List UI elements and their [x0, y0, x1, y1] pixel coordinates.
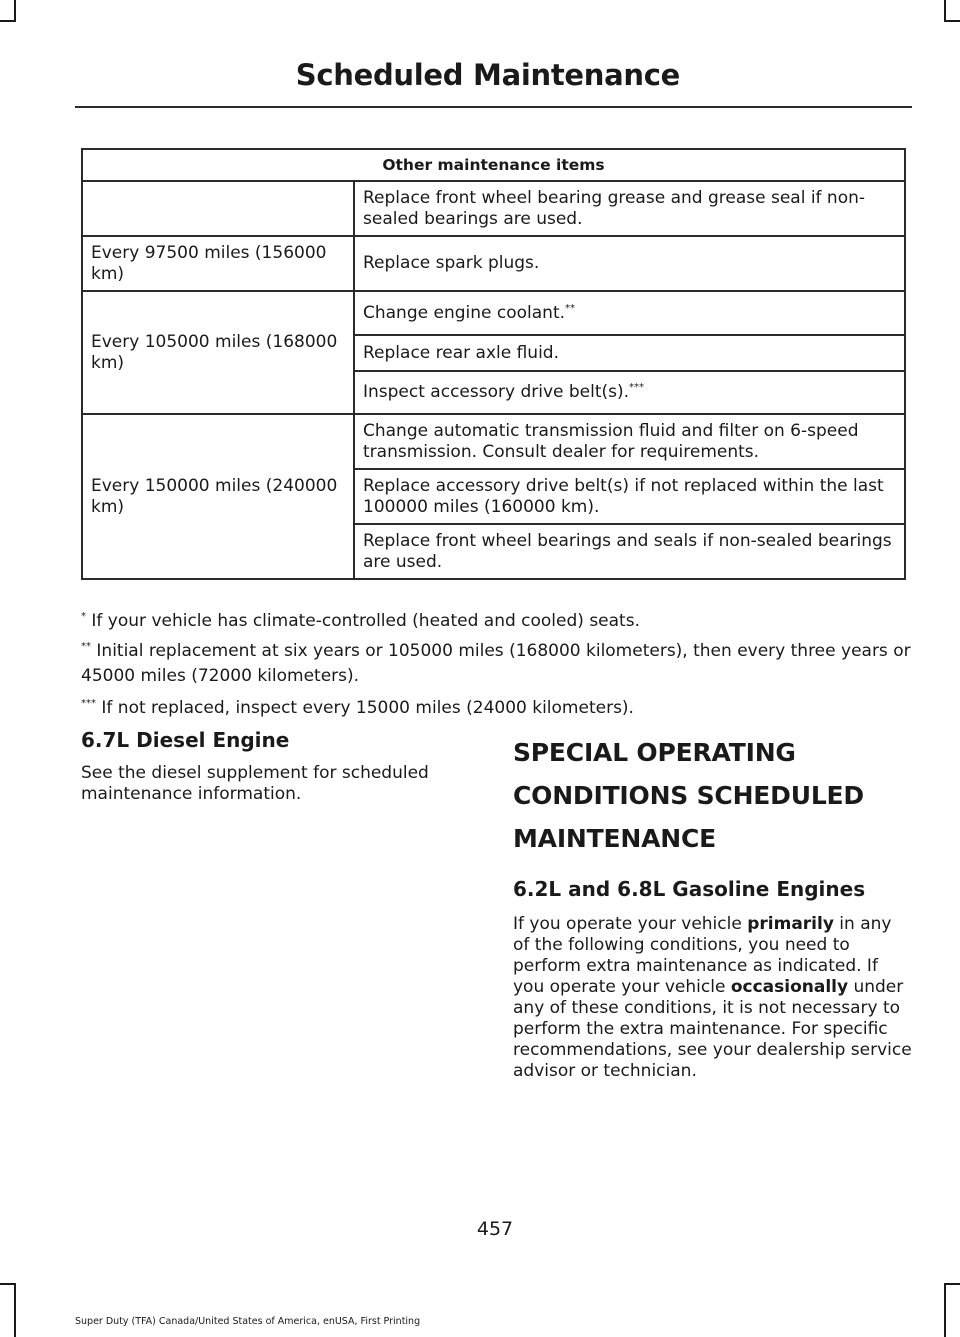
footnote-marker: ** [565, 302, 576, 314]
footnote-marker: * [81, 611, 86, 622]
table-row [82, 291, 905, 335]
special-text [513, 914, 913, 1082]
task-cell [354, 371, 905, 414]
footnote-text: If not replaced, inspect every 15000 miles (24000 kilometers). [101, 698, 634, 718]
header-divider [75, 106, 912, 108]
page-number: 457 [476, 1218, 514, 1240]
task-cell: Replace rear axle fluid. [354, 335, 905, 371]
maintenance-table [81, 148, 906, 580]
crop-mark [944, 20, 960, 22]
task-cell: Change automatic transmission fluid and filter on 6-speed transmission. Consult dealer for requirements. [354, 414, 905, 469]
crop-mark [0, 1283, 16, 1285]
table-row [82, 414, 905, 469]
page-title: Scheduled Maintenance [295, 58, 680, 92]
table-row [82, 181, 905, 236]
text-run: If you operate your vehicle [513, 914, 748, 934]
crop-mark [944, 0, 946, 20]
crop-mark [14, 0, 16, 20]
footnote [81, 639, 911, 689]
interval-cell: Every 150000 miles (240000 km) [82, 414, 354, 579]
footnote-marker: *** [81, 698, 96, 709]
diesel-section [81, 727, 481, 805]
footnote [81, 609, 911, 634]
gasoline-subheading: 6.2L and 6.8L Gasoline Engines [513, 877, 866, 901]
footer-text: Super Duty (TFA) Canada/United States of America, enUSA, First Printing [75, 1316, 421, 1327]
task-cell: Replace front wheel bearings and seals if non-sealed bearings are used. [354, 524, 905, 579]
task-cell: Replace spark plugs. [354, 236, 905, 291]
footnote-marker: *** [629, 382, 645, 393]
crop-mark [944, 1283, 946, 1337]
special-heading: SPECIAL OPERATING CONDITIONS SCHEDULED MAINTENANCE [513, 738, 864, 853]
crop-mark [944, 1283, 960, 1285]
task-cell [354, 291, 905, 335]
emphasis-primarily: primarily [747, 914, 834, 934]
interval-cell: Every 105000 miles (168000 km) [82, 291, 354, 414]
task-text: Inspect accessory drive belt(s). [363, 382, 630, 402]
crop-mark [0, 20, 16, 22]
footnotes [81, 609, 911, 728]
diesel-heading: 6.7L Diesel Engine [81, 728, 290, 752]
text-run: in any of the following conditions, you need to perform extra maintenance as indicated. If you operate your vehicle [513, 914, 892, 997]
interval-cell [82, 181, 354, 236]
task-text: Change engine coolant. [363, 302, 566, 323]
task-cell: Replace front wheel bearing grease and grease seal if non-sealed bearings are used. [354, 181, 905, 236]
diesel-text: See the diesel supplement for scheduled maintenance information. [81, 763, 429, 804]
footnote-marker: ** [81, 641, 91, 652]
table-row [82, 236, 905, 291]
interval-cell: Every 97500 miles (156000 km) [82, 236, 354, 291]
special-conditions-section [513, 731, 913, 1082]
text-run: under any of these conditions, it is not necessary to perform the extra maintenance. For specific recommendations, see your dealership service advisor or technician. [513, 977, 912, 1081]
emphasis-occasionally: occasionally [730, 977, 849, 997]
footnote-text: Initial replacement at six years or 105000 miles (168000 kilometers), then every three years or 45000 miles (72000 kilometers). [81, 641, 911, 686]
table-caption: Other maintenance items [82, 149, 905, 181]
footnote-text: If your vehicle has climate-controlled (heated and cooled) seats. [91, 611, 640, 631]
footnote [81, 696, 911, 721]
crop-mark [14, 1283, 16, 1337]
task-cell: Replace accessory drive belt(s) if not replaced within the last 100000 miles (160000 km). [354, 469, 905, 524]
